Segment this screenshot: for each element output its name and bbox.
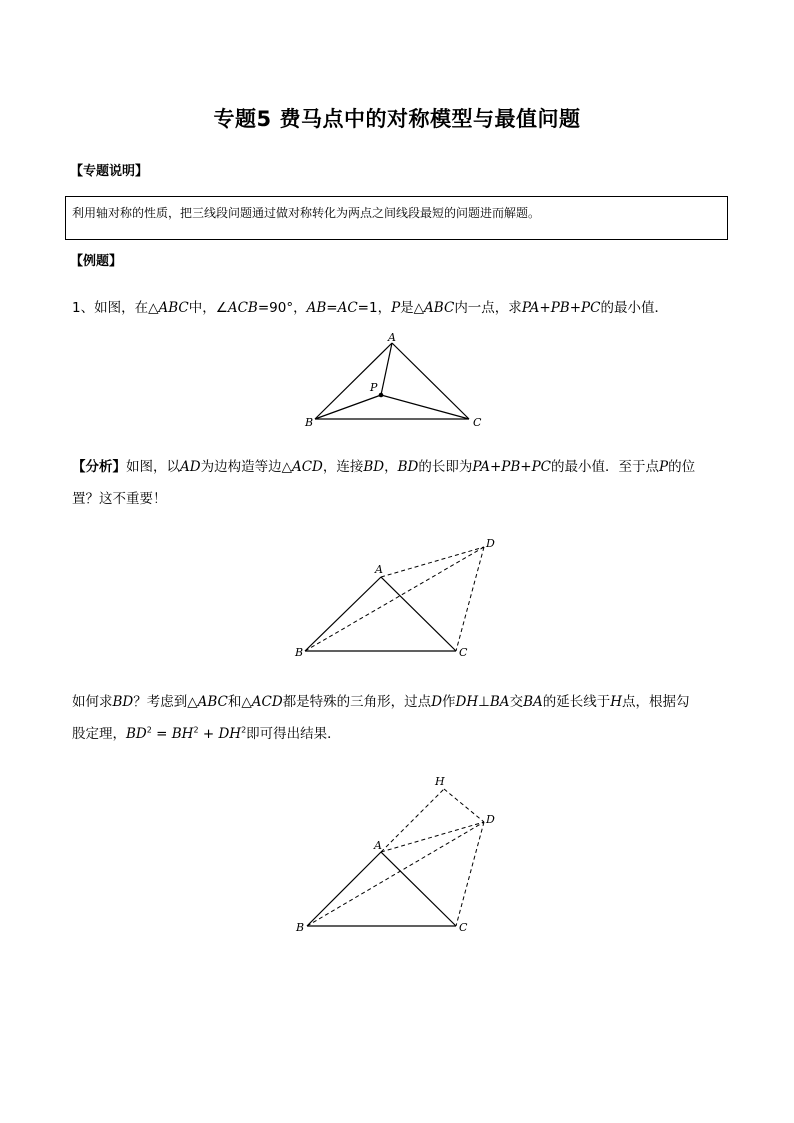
text-var: △ABC: [148, 300, 189, 316]
segment-pb: [315, 395, 381, 419]
text-run: 股定理，: [72, 726, 126, 742]
segment-dc-dashed: [456, 547, 484, 651]
text-var: PA+PB+PC: [472, 459, 552, 475]
point-p-dot: [379, 393, 384, 398]
segment-pa: [381, 343, 392, 395]
text-run: =: [326, 300, 338, 316]
text-var: BH: [171, 726, 194, 742]
analysis-line-1: [72, 455, 695, 475]
text-run: =90°，: [257, 300, 307, 316]
segment-ah-dashed: [381, 789, 444, 852]
method-line-2: [72, 722, 341, 742]
text-var: BD: [112, 694, 134, 710]
label-h: H: [435, 775, 445, 788]
text-run: 交: [509, 694, 524, 710]
text-var: P: [659, 459, 669, 475]
text-var: △ABC: [187, 694, 228, 710]
segment-ac: [381, 852, 456, 926]
text-var: ACB: [227, 300, 258, 316]
text-run: 的最小值．: [600, 300, 668, 316]
segment-dc-dashed: [456, 822, 484, 926]
text-run: 的最小值．至于点: [551, 459, 660, 475]
text-run: =: [151, 726, 172, 742]
page-title: 专题5 费马点中的对称模型与最值问题: [213, 107, 581, 131]
segment-bd-dashed: [305, 547, 484, 651]
label-b: B: [295, 646, 304, 659]
text-var: △ACD: [281, 459, 323, 475]
section-label-note: 【专题说明】: [70, 164, 149, 179]
text-var: DH: [218, 726, 242, 742]
text-run: +: [198, 726, 219, 742]
segment-hd-dashed: [444, 789, 484, 822]
text-run: 作: [442, 694, 456, 710]
text-run: ？考虑到: [133, 694, 188, 710]
text-sup: 2: [241, 725, 247, 735]
text-var: AB: [306, 300, 327, 316]
text-run: 都是特殊的三角形，过点: [282, 694, 432, 710]
label-a: A: [375, 563, 383, 576]
label-d: D: [486, 813, 495, 826]
segment-ab: [305, 577, 381, 651]
segment-pc: [381, 395, 469, 419]
text-run: 为边构造等边: [200, 459, 282, 475]
problem-statement: [72, 296, 668, 316]
label-p: P: [370, 381, 378, 394]
text-run: 的长即为: [418, 459, 473, 475]
text-var: △ACD: [241, 694, 283, 710]
segment-ac: [381, 577, 456, 651]
text-var: △ABC: [413, 300, 455, 316]
note-text: 利用轴对称的性质，把三线段问题通过做对称转化为两点之间线段最短的问题进而解题。: [72, 206, 541, 220]
text-run: 点，根据勾: [622, 694, 690, 710]
problem-number: 1、如图，在: [72, 300, 149, 316]
text-run: 和: [227, 694, 242, 710]
text-var: DH: [455, 694, 479, 710]
text-run: 的位: [668, 459, 696, 475]
text-sup: 2: [193, 725, 199, 735]
text-run: =1，: [357, 300, 392, 316]
label-d: D: [486, 537, 495, 550]
figure-3-perpendicular-construction: [290, 772, 510, 937]
text-var: BD: [397, 459, 419, 475]
text-run: 内一点，求: [454, 300, 522, 316]
section-label-example: 【例题】: [70, 254, 123, 269]
text-var: H: [610, 694, 623, 710]
text-run: ，: [384, 459, 398, 475]
label-b: B: [305, 416, 314, 429]
analysis-line-2: 置？这不重要！: [72, 491, 167, 507]
label-a: A: [374, 839, 382, 852]
label-c: C: [459, 921, 468, 934]
figure-2-equilateral-construction: [290, 535, 510, 660]
figure-1-triangle-with-point: [300, 330, 500, 430]
text-run: 是: [400, 300, 414, 316]
text-var: D: [431, 694, 443, 710]
text-var: BA: [489, 694, 510, 710]
segment-bd-dashed: [307, 822, 484, 926]
text-var: PA+PB+PC: [521, 300, 601, 316]
segment-ac: [392, 343, 469, 419]
label-c: C: [473, 416, 482, 429]
text-run: 如图，以: [126, 459, 180, 475]
text-run: 即可得出结果．: [246, 726, 341, 742]
text-var: BA: [523, 694, 543, 710]
text-run: 如何求: [72, 694, 113, 710]
text-run: 中，∠: [188, 300, 228, 316]
text-run: ⊥: [478, 694, 490, 710]
text-run: 的延长线于: [542, 694, 611, 710]
method-line-1: [72, 690, 690, 710]
segment-ad-dashed: [381, 547, 484, 577]
text-var: P: [391, 300, 401, 316]
text-var: AD: [180, 459, 201, 475]
label-c: C: [459, 646, 468, 659]
analysis-label: 【分析】: [72, 459, 126, 475]
text-run: ，连接: [322, 459, 364, 475]
note-box: [65, 196, 728, 240]
text-var: BD: [126, 726, 147, 742]
text-sup: 2: [146, 725, 152, 735]
text-var: BD: [363, 459, 385, 475]
label-a: A: [388, 331, 396, 344]
text-var: AC: [337, 300, 358, 316]
segment-ab: [315, 343, 392, 419]
label-b: B: [296, 921, 305, 934]
